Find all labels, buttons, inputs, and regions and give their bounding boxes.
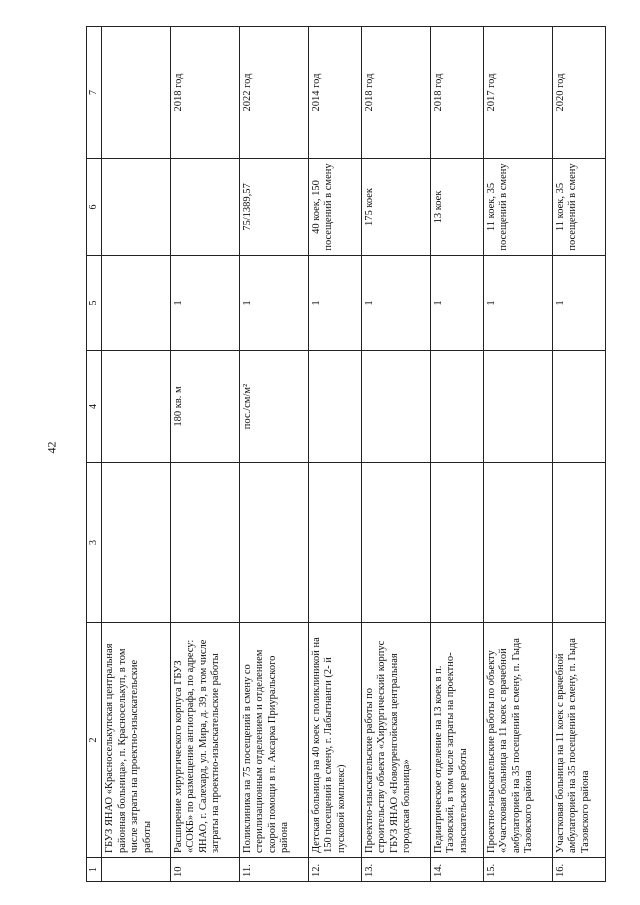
header-cell: 4 [87,351,102,463]
column-3-cell [308,463,361,623]
table-row [430,27,483,882]
quantity-cell: 1 [361,256,430,351]
row-number-cell: 10 [170,858,239,882]
object-name-cell: Поликлиника на 75 посещений в смену со стерилизационным отделением и отделением скорой помощи в п. Аксарка Приуральского района [239,623,308,858]
capacity-cell [102,159,171,256]
object-name-cell: Проектно-изыскательские работы по объекту «Участковая больница на 11 коек с врачебной амбулаторией на 35 посещений в смену, п. Гыда Тазовского района [483,623,552,858]
year-cell: 2022 год [239,27,308,159]
row-number-cell: 13. [361,858,430,882]
object-name-cell: Участковая больница на 11 коек с врачебной амбулаторией на 35 посещений в смену, п. Гыда Тазовского района [552,623,605,858]
quantity-cell: 1 [430,256,483,351]
capacity-cell: 11 коек, 35 посещений в смену [552,159,605,256]
table-row [239,27,308,882]
quantity-cell: 1 [483,256,552,351]
capacity-cell [170,159,239,256]
object-name-cell: ГБУЗ ЯНАО «Красноселькупская центральная районная больница», п. Красноселькуп, в том числе затраты на проектно-изыскательские работы [102,623,171,858]
quantity-cell [102,256,171,351]
column-3-cell [170,463,239,623]
object-name-cell: Детская больница на 40 коек с поликлиникой на 150 посещений в смену, г. Лабытнанги (2- й пусковой комплекс) [308,623,361,858]
header-row [87,27,102,882]
page-number: 42 [44,441,59,454]
capacity-cell: 13 коек [430,159,483,256]
table-row [102,27,171,882]
year-cell: 2017 год [483,27,552,159]
capacity-cell: 75/1389,57 [239,159,308,256]
row-number-cell: 15. [483,858,552,882]
unit-cell [308,351,361,463]
capacity-cell: 175 коек [361,159,430,256]
header-cell: 1 [87,858,102,882]
object-name-cell: Проектно-изыскательские работы по строительству объекта «Хирургический корпус ГБУЗ ЯНАО «Новоуренгойская центральная городская больница» [361,623,430,858]
year-cell: 2018 год [361,27,430,159]
unit-cell [483,351,552,463]
quantity-cell: 1 [170,256,239,351]
capacity-cell: 11 коек, 35 посещений в смену [483,159,552,256]
unit-cell [361,351,430,463]
unit-cell: 180 кв. м [170,351,239,463]
unit-cell [102,351,171,463]
program-table [86,26,606,882]
table-row [170,27,239,882]
unit-cell [430,351,483,463]
unit-cell [552,351,605,463]
year-cell: 2018 год [170,27,239,159]
document-page [86,27,606,882]
year-cell: 2018 год [430,27,483,159]
row-number-cell: 11. [239,858,308,882]
header-cell: 2 [87,623,102,858]
capacity-cell: 40 коек, 150 посещений в смену [308,159,361,256]
column-3-cell [239,463,308,623]
object-name-cell: Педиатрическое отделение на 13 коек в п. Тазовский, в том числе затраты на проектно-изыскательские работы [430,623,483,858]
header-cell: 5 [87,256,102,351]
row-number-cell: 14. [430,858,483,882]
year-cell: 2020 год [552,27,605,159]
year-cell [102,27,171,159]
year-cell: 2014 год [308,27,361,159]
column-3-cell [102,463,171,623]
row-number-cell: 16. [552,858,605,882]
table-row [308,27,361,882]
quantity-cell: 1 [239,256,308,351]
quantity-cell: 1 [552,256,605,351]
row-number-cell [102,858,171,882]
header-cell: 6 [87,159,102,256]
unit-cell: пос./см/м² [239,351,308,463]
table-row [552,27,605,882]
table-row [361,27,430,882]
header-cell: 7 [87,27,102,159]
header-cell: 3 [87,463,102,623]
column-3-cell [361,463,430,623]
table-row [483,27,552,882]
column-3-cell [552,463,605,623]
row-number-cell: 12. [308,858,361,882]
rotated-table-wrapper [86,27,606,882]
object-name-cell: Расширение хирургического корпуса ГБУЗ «СОКБ» по размещение ангиографа, по адресу: ЯНАО, г. Салехард, ул. Мира, д. 39, в том числе затраты на проектно-изыскательские работы [170,623,239,858]
column-3-cell [483,463,552,623]
column-3-cell [430,463,483,623]
quantity-cell: 1 [308,256,361,351]
